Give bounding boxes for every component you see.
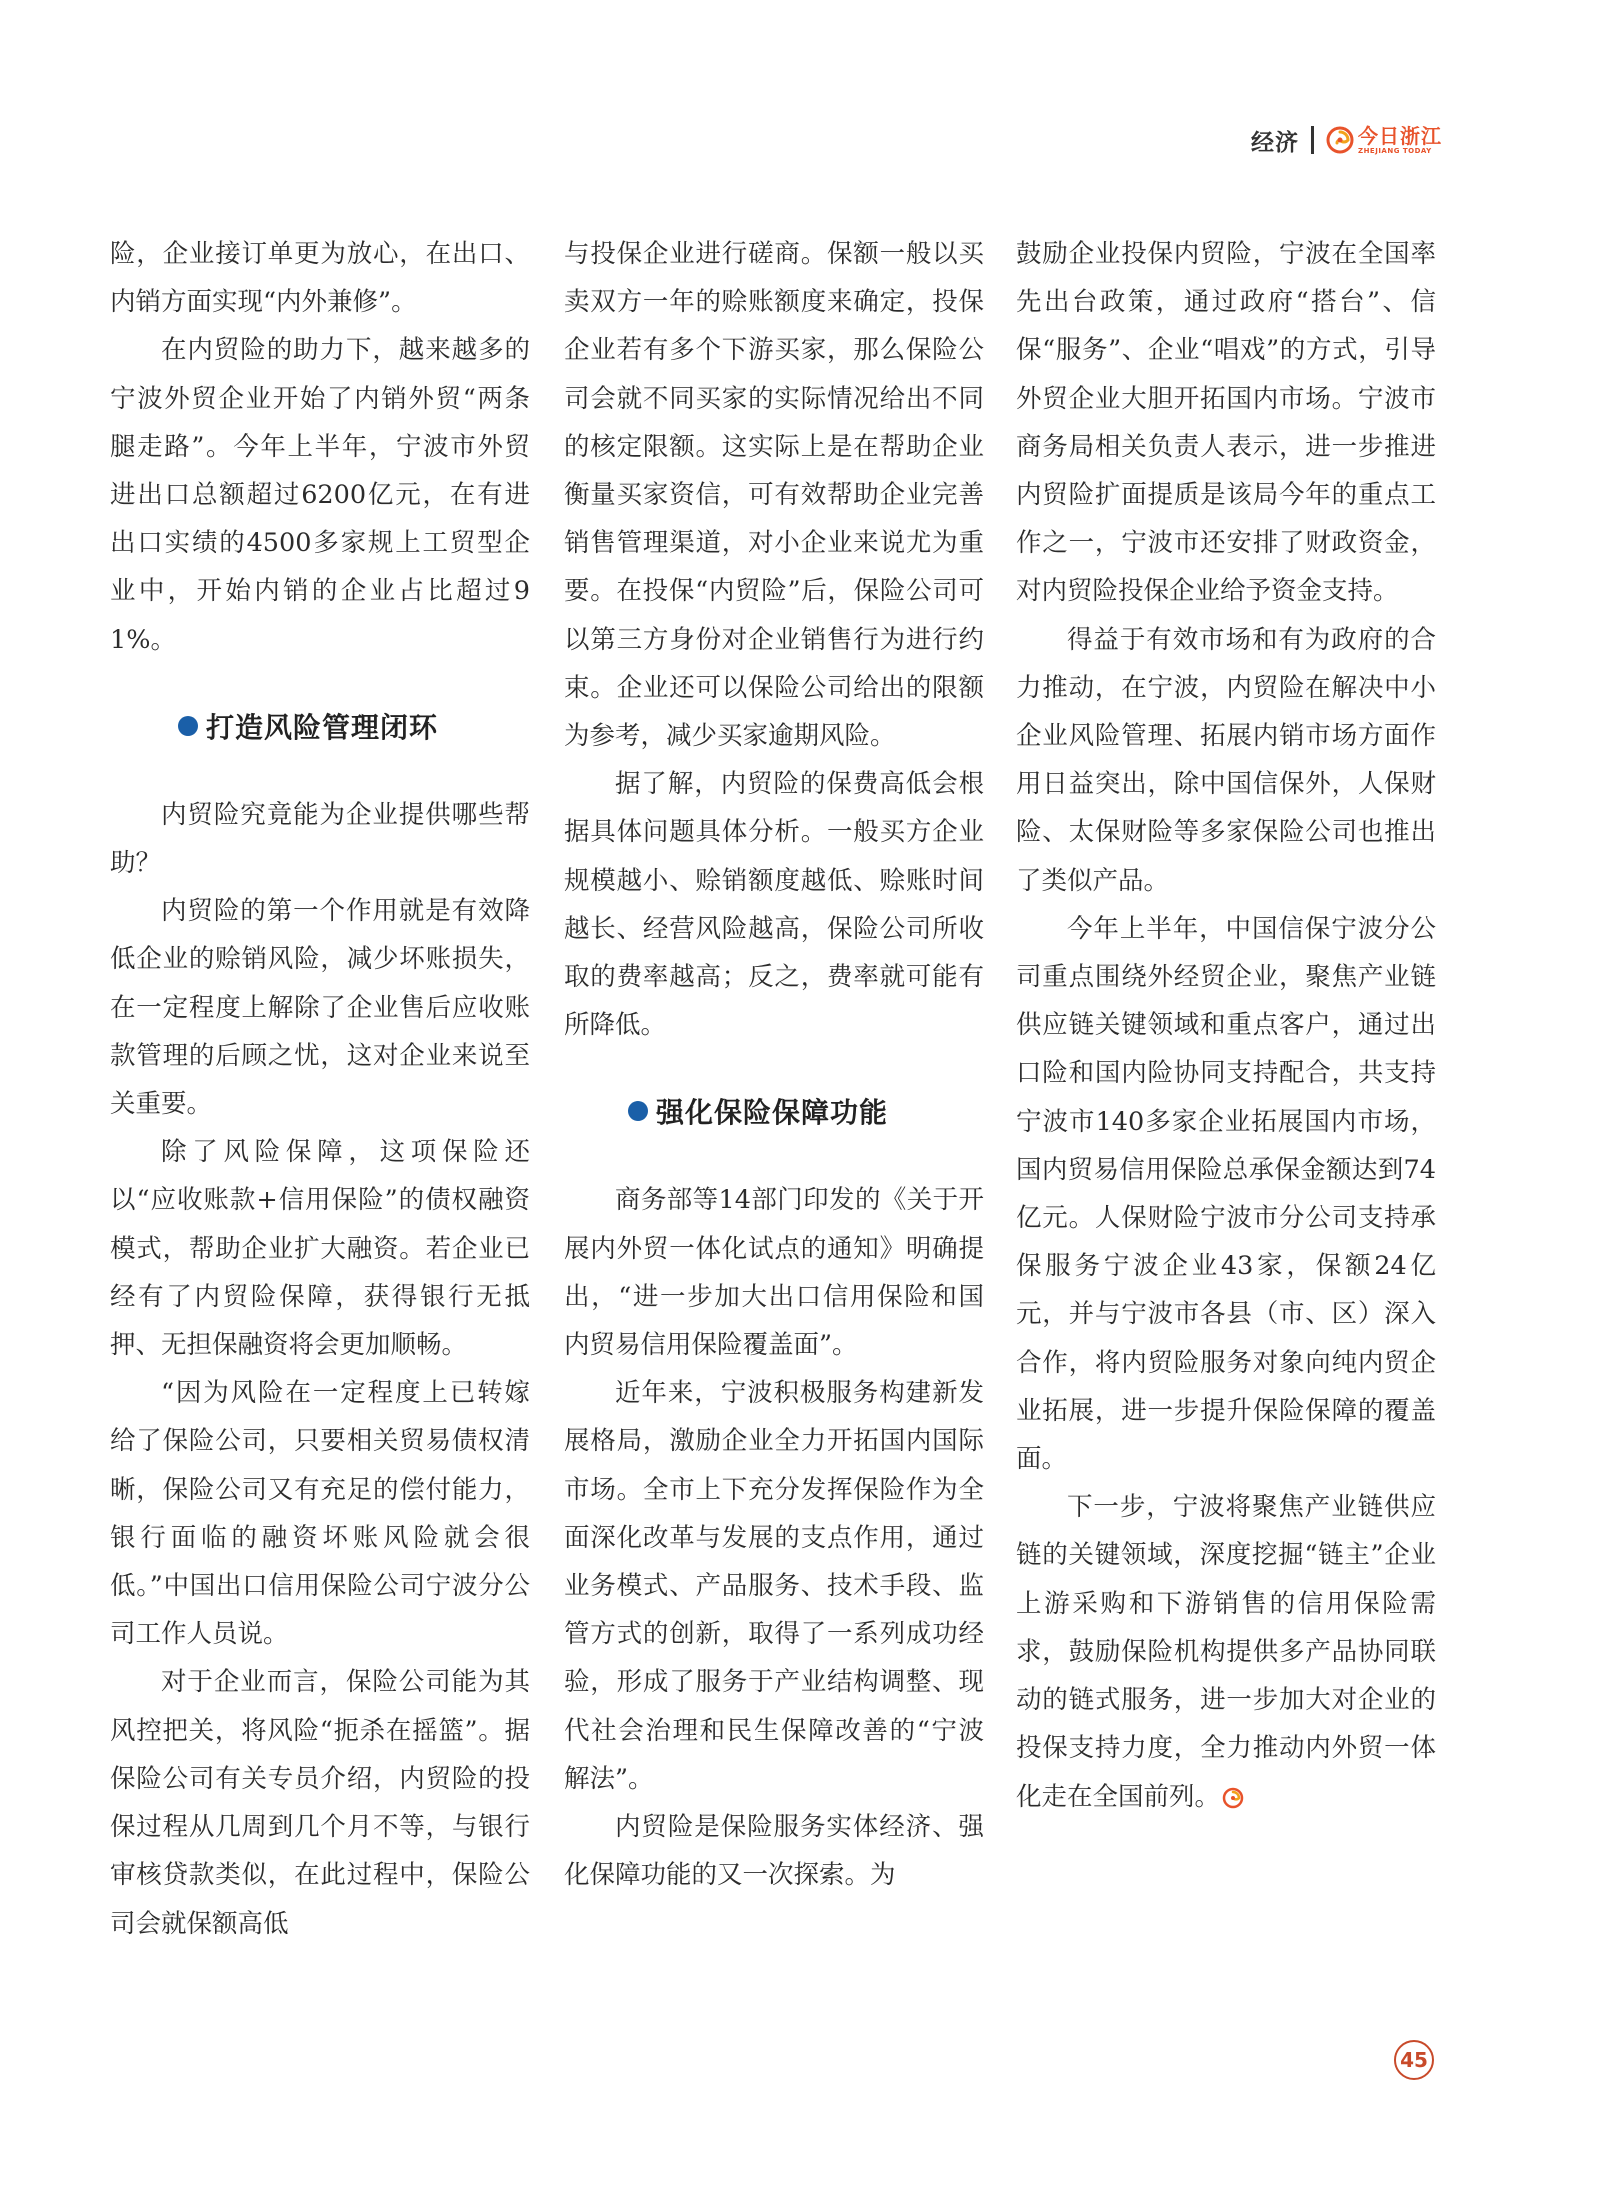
section-heading (628, 1087, 984, 1135)
article-column-3 (1016, 230, 1436, 1821)
swirl-logo-icon (1326, 126, 1354, 154)
article-column-2 (564, 230, 984, 1900)
page-number: 45 (1394, 2040, 1434, 2080)
paragraph: 据了解，内贸险的保费高低会根据具体问题具体分析。一般买方企业规模越小、赊销额度越低、赊账时间越长、经营风险越高，保险公司所收取的费率越高；反之，费率就可能有所降低。 (564, 769, 984, 1041)
paragraph: 内贸险是保险服务实体经济、强化保障功能的又一次探索。为 (564, 1812, 984, 1891)
article-column-1 (110, 230, 530, 1948)
paragraph: 除了风险保障，这项保险还以“应收账款+信用保险”的债权融资模式，帮助企业扩大融资。若企业已经有了内贸险保障，获得银行无抵押、无担保融资将会更加顺畅。 (110, 1137, 530, 1361)
paragraph: 得益于有效市场和有为政府的合力推动，在宁波，内贸险在解决中小企业风险管理、拓展内销市场方面作用日益突出，除中国信保外，人保财险、太保财险等多家保险公司也推出了类似产品。 (1016, 624, 1436, 896)
paragraph: 商务部等14部门印发的《关于开展内外贸一体化试点的通知》明确提出，“进一步加大出口信用保险和国内贸易信用保险覆盖面”。 (564, 1185, 984, 1361)
section-heading-text: 强化保险保障功能 (656, 1096, 889, 1130)
paragraph: 与投保企业进行磋商。保额一般以买卖双方一年的赊账额度来确定，投保企业若有多个下游买家，那么保险公司会就不同买家的实际情况给出不同的核定限额。这实际上是在帮助企业衡量买家资信，可有效帮助企业完善销售管理渠道，对小企业来说尤为重要。在投保“内贸险”后，保险公司可以第三方身份对企业销售行为进行约束。企业还可以保险公司给出的限额为参考，减少买家逾期风险。 (564, 239, 984, 752)
paragraph: 在内贸险的助力下，越来越多的宁波外贸企业开始了内销外贸“两条腿走路”。今年上半年，宁波市外贸进出口总额超过6200亿元，在有进出口实绩的4500多家规上工贸型企业中，开始内销的企业占比超过91%。 (110, 335, 530, 655)
bullet-dot-icon (178, 716, 198, 736)
paragraph: 险，企业接订单更为放心，在出口、内销方面实现“内外兼修”。 (110, 239, 530, 318)
paragraph: 近年来，宁波积极服务构建新发展格局，激励企业全力开拓国内国际市场。全市上下充分发挥保险作为全面深化改革与发展的支点作用，通过业务模式、产品服务、技术手段、监管方式的创新，取得了一系列成功经验，形成了服务于产业结构调整、现代社会治理和民生保障改善的“宁波解法”。 (564, 1378, 984, 1794)
logo-english-text: ZHEJIANG TODAY (1358, 146, 1432, 155)
paragraph: “因为风险在一定程度上已转嫁给了保险公司，只要相关贸易债权清晰，保险公司又有充足的偿付能力，银行面临的融资坏账风险就会很低。”中国出口信用保险公司宁波分公司工作人员说。 (110, 1378, 530, 1650)
magazine-logo (1326, 123, 1442, 155)
section-heading-text: 打造风险管理闭环 (206, 710, 439, 744)
paragraph: 鼓励企业投保内贸险，宁波在全国率先出台政策，通过政府“搭台”、信保“服务”、企业“唱戏”的方式，引导外贸企业大胆开拓国内市场。宁波市商务局相关负责人表示，进一步推进内贸险扩面提质是该局今年的重点工作之一，宁波市还安排了财政资金，对内贸险投保企业给予资金支持。 (1016, 239, 1436, 607)
end-swirl-icon (1222, 1787, 1244, 1809)
paragraph: 内贸险的第一个作用就是有效降低企业的赊销风险，减少坏账损失，在一定程度上解除了企业售后应收账款管理的后顾之忧，这对企业来说至关重要。 (110, 896, 530, 1120)
paragraph: 对于企业而言，保险公司能为其风控把关，将风险“扼杀在摇篮”。据保险公司有关专员介绍，内贸险的投保过程从几周到几个月不等，与银行审核贷款类似，在此过程中，保险公司会就保额高低 (110, 1667, 530, 1939)
logo-chinese-text: 今日浙江 (1358, 123, 1442, 148)
section-label: 经济 (1251, 129, 1299, 156)
paragraph (1016, 1483, 1436, 1820)
paragraph-text: 下一步，宁波将聚焦产业链供应链的关键领域，深度挖掘“链主”企业上游采购和下游销售的信用保险需求，鼓励保险机构提供多产品协同联动的链式服务，进一步加大对企业的投保支持力度，全力推动内外贸一体化走在全国前列。 (1016, 1492, 1436, 1812)
header-divider (1311, 126, 1314, 154)
page-header (1251, 122, 1442, 158)
bullet-dot-icon (628, 1101, 648, 1121)
section-heading (178, 702, 530, 750)
paragraph: 今年上半年，中国信保宁波分公司重点围绕外经贸企业，聚焦产业链供应链关键领域和重点客户，通过出口险和国内险协同支持配合，共支持宁波市140多家企业拓展国内市场，国内贸易信用保险总承保金额达到74亿元。人保财险宁波市分公司支持承保服务宁波企业43家，保额24亿元，并与宁波市各县（市、区）深入合作，将内贸险服务对象向纯内贸企业拓展，进一步提升保险保障的覆盖面。 (1016, 913, 1436, 1475)
paragraph: 内贸险究竟能为企业提供哪些帮助？ (110, 799, 530, 879)
